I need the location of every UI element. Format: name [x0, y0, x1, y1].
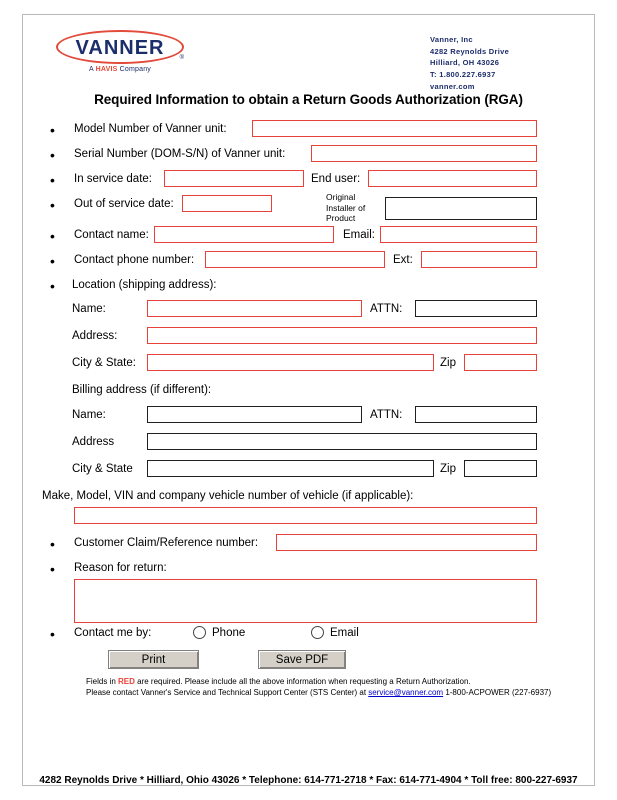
out-of-service-date-label: Out of service date: — [74, 198, 174, 210]
row-reason-for-return — [30, 559, 587, 624]
bullet-icon: • — [50, 536, 55, 552]
row-shipping-name — [30, 300, 587, 327]
contact-name-label: Contact name: — [74, 229, 149, 241]
note-contact-support — [86, 687, 551, 699]
billing-name-input[interactable] — [147, 406, 362, 423]
model-number-input[interactable] — [252, 120, 537, 137]
bullet-icon: • — [50, 197, 55, 213]
radio-email[interactable] — [311, 626, 324, 639]
bullet-icon: • — [50, 253, 55, 269]
radio-phone[interactable] — [193, 626, 206, 639]
row-claim-number — [30, 534, 587, 559]
shipping-zip-input[interactable] — [464, 354, 537, 371]
contact-phone-input[interactable] — [205, 251, 385, 268]
contact-me-by-label: Contact me by: — [74, 627, 152, 639]
shipping-zip-label: Zip — [440, 357, 456, 369]
page-title: Required Information to obtain a Return Goods Authorization (RGA) — [94, 92, 523, 107]
original-installer-label: Original Installer of Product — [326, 192, 366, 224]
row-vehicle-input — [30, 507, 587, 534]
contact-name-input[interactable] — [154, 226, 334, 243]
serial-number-input[interactable] — [311, 145, 537, 162]
shipping-name-label: Name: — [72, 303, 106, 315]
claim-number-input[interactable] — [276, 534, 537, 551]
email-label: Email: — [343, 229, 375, 241]
logo-wordmark: VANNER — [75, 37, 165, 59]
vanner-logo — [50, 30, 190, 73]
registered-mark-icon: ® — [179, 55, 184, 61]
billing-attn-label: ATTN: — [370, 409, 403, 421]
bullet-icon: • — [50, 122, 55, 138]
row-buttons — [30, 650, 587, 678]
model-number-label: Model Number of Vanner unit: — [74, 123, 227, 135]
address-line-3: Hilliard, OH 43026 — [430, 58, 500, 68]
address-line-5: vanner.com — [430, 81, 475, 91]
document-header — [30, 22, 587, 91]
bullet-icon: • — [50, 172, 55, 188]
note-required-fields — [86, 676, 471, 688]
shipping-section-label: Location (shipping address): — [72, 279, 217, 291]
save-pdf-button[interactable]: Save PDF — [258, 650, 346, 669]
billing-address-input[interactable] — [147, 433, 537, 450]
note-line2-post: 1-800-ACPOWER (227-6937) — [443, 688, 552, 697]
logo-oval-icon — [56, 30, 184, 64]
ext-input[interactable] — [421, 251, 537, 268]
billing-name-label: Name: — [72, 409, 106, 421]
bullet-icon: • — [50, 278, 55, 294]
page-footer: 4282 Reynolds Drive * Hilliard, Ohio 43026 * Telephone: 614-771-2718 * Fax: 614-771-4904 * Toll free: 800-227-6937 — [39, 775, 578, 786]
company-address — [430, 34, 509, 92]
claim-number-label: Customer Claim/Reference number: — [74, 537, 259, 549]
in-service-date-input[interactable] — [164, 170, 304, 187]
original-installer-input[interactable] — [385, 197, 537, 220]
shipping-city-state-label: City & State: — [72, 357, 136, 369]
address-line-2: 4282 Reynolds Drive — [430, 46, 510, 56]
row-billing-city-state — [30, 460, 587, 487]
billing-city-state-label: City & State — [72, 463, 133, 475]
vehicle-label: Make, Model, VIN and company vehicle number of vehicle (if applicable): — [42, 490, 414, 502]
note-line2-pre: Please contact Vanner's Service and Technical Support Center (STS Center) at — [86, 688, 369, 697]
logo-tagline-post: Company — [117, 66, 152, 73]
contact-phone-label: Contact phone number: — [74, 254, 195, 266]
reason-label: Reason for return: — [74, 562, 167, 574]
logo-tagline-brand: HAVIS — [95, 66, 118, 73]
shipping-address-input[interactable] — [147, 327, 537, 344]
radio-email-label: Email — [330, 627, 359, 639]
out-of-service-date-input[interactable] — [182, 195, 272, 212]
shipping-address-label: Address: — [72, 330, 118, 342]
address-line-4: T: 1.800.227.6937 — [430, 69, 496, 79]
row-shipping-heading — [30, 276, 587, 300]
row-billing-heading — [30, 381, 587, 406]
document-content — [30, 22, 587, 782]
billing-zip-input[interactable] — [464, 460, 537, 477]
shipping-name-input[interactable] — [147, 300, 362, 317]
bullet-icon: • — [50, 561, 55, 577]
email-input[interactable] — [380, 226, 537, 243]
end-user-input[interactable] — [368, 170, 537, 187]
row-model-number — [30, 120, 587, 145]
row-notes — [30, 678, 587, 704]
row-shipping-city-state — [30, 354, 587, 381]
row-out-of-service-date — [30, 192, 587, 226]
note-line1-post: are required. Please include all the above information when requesting a Return Authorization. — [134, 677, 471, 686]
vehicle-input[interactable] — [74, 507, 537, 524]
ext-label: Ext: — [393, 254, 413, 266]
reason-textarea[interactable] — [74, 579, 537, 623]
row-billing-name — [30, 406, 587, 433]
row-shipping-address — [30, 327, 587, 354]
row-contact-me-by — [30, 624, 587, 650]
row-contact-phone — [30, 251, 587, 276]
billing-city-state-input[interactable] — [147, 460, 434, 477]
shipping-attn-label: ATTN: — [370, 303, 403, 315]
bullet-icon: • — [50, 228, 55, 244]
serial-number-label: Serial Number (DOM-S/N) of Vanner unit: — [74, 148, 286, 160]
shipping-city-state-input[interactable] — [147, 354, 434, 371]
row-billing-address — [30, 433, 587, 460]
row-serial-number — [30, 145, 587, 170]
address-line-1: Vanner, Inc — [430, 35, 473, 44]
note-line1-red: RED — [118, 677, 135, 686]
note-line1-pre: Fields in — [86, 677, 119, 686]
billing-section-label: Billing address (if different): — [72, 384, 212, 396]
bullet-icon: • — [50, 626, 55, 642]
end-user-label: End user: — [311, 173, 361, 185]
billing-attn-input[interactable] — [415, 406, 537, 423]
in-service-date-label: In service date: — [74, 173, 152, 185]
billing-address-label: Address — [72, 436, 115, 448]
billing-zip-label: Zip — [440, 463, 456, 475]
row-in-service-date — [30, 170, 587, 195]
row-vehicle-label — [30, 487, 587, 507]
shipping-attn-input[interactable] — [415, 300, 537, 317]
support-email-link[interactable]: service@vanner.com — [368, 688, 444, 697]
row-contact-name — [30, 226, 587, 251]
print-button[interactable]: Print — [108, 650, 199, 669]
logo-tagline-pre: A — [88, 66, 96, 73]
radio-phone-label: Phone — [212, 627, 246, 639]
logo-tagline — [50, 66, 190, 73]
bullet-icon: • — [50, 147, 55, 163]
